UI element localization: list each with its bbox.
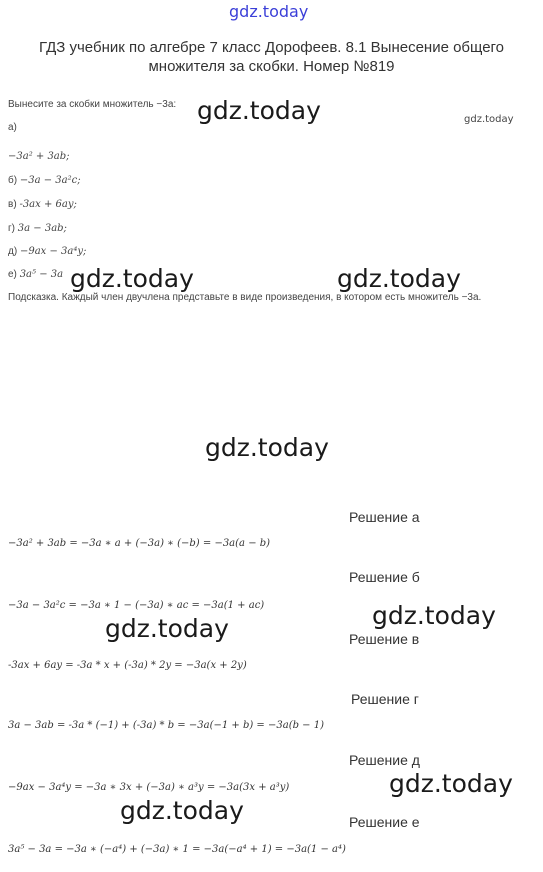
- task-d-label: д): [8, 246, 18, 257]
- task-b: [8, 175, 81, 186]
- watermark: gdz.today: [105, 614, 229, 643]
- solution-e-expr: 3a⁵ − 3a = −3a ∗ (−a⁴) + (−3a) ∗ 1 = −3a(−a⁴ + 1) = −3a(1 − a⁴): [8, 844, 346, 855]
- solution-e-label: Решение е: [349, 814, 420, 830]
- solution-v-label: Решение в: [349, 631, 420, 647]
- task-v-label: в): [8, 199, 17, 210]
- task-g-label: г): [8, 223, 15, 234]
- solution-g-expr: 3a − 3ab = -3a * (−1) + (-3a) * b = −3a(−1 + b) = −3a(b − 1): [8, 720, 324, 731]
- solution-g-label: Решение г: [351, 691, 419, 707]
- watermark: gdz.today: [337, 264, 461, 293]
- solution-d-label: Решение д: [349, 752, 420, 768]
- solution-a-label: Решение а: [349, 509, 420, 525]
- task-b-label: б): [8, 175, 18, 186]
- task-a-expr: −3a² + 3ab;: [8, 151, 70, 162]
- task-e: [8, 269, 63, 280]
- task-hint: Подсказка. Каждый член двучлена представьте в виде произведения, в котором есть множитель −3a.: [8, 292, 482, 303]
- watermark: gdz.today: [120, 796, 244, 825]
- watermark: gdz.today: [197, 96, 321, 125]
- watermark: gdz.today: [389, 769, 513, 798]
- solution-b-expr: −3a − 3a²c = −3a ∗ 1 − (−3a) ∗ ac = −3a(1 + ac): [8, 600, 265, 611]
- solution-b-label: Решение б: [349, 569, 420, 585]
- task-g: [8, 223, 67, 234]
- task-g-expr: 3a − 3ab;: [17, 223, 67, 234]
- task-v: [8, 199, 77, 210]
- solution-a-expr: −3a² + 3ab = −3a ∗ a + (−3a) ∗ (−b) = −3a(a − b): [8, 538, 271, 549]
- page-title: ГДЗ учебник по алгебре 7 класс Дорофеев. 8.1 Вынесение общего множителя за скобки. Номер №819: [38, 39, 505, 75]
- task-intro: Вынесите за скобки множитель −3a:: [8, 99, 177, 110]
- watermark: gdz.today: [205, 433, 329, 462]
- site-logo[interactable]: gdz.today: [229, 2, 309, 21]
- task-d: [8, 246, 86, 257]
- watermark: gdz.today: [372, 601, 496, 630]
- task-e-expr: 3a⁵ − 3a: [19, 269, 64, 280]
- solution-d-expr: −9ax − 3a⁴y = −3a ∗ 3x + (−3a) ∗ a³y = −3a(3x + a³y): [8, 782, 290, 793]
- solution-v-expr: -3ax + 6ay = -3a * x + (-3a) * 2y = −3a(x + 2y): [8, 660, 247, 671]
- watermark: gdz.today: [70, 264, 194, 293]
- task-a-label: а): [8, 122, 17, 133]
- task-v-expr: -3ax + 6ay;: [19, 199, 77, 210]
- task-d-expr: −9ax − 3a⁴y;: [19, 246, 87, 257]
- task-b-expr: −3a − 3a²c;: [19, 175, 81, 186]
- task-e-label: е): [8, 269, 17, 280]
- watermark-small: gdz.today: [464, 114, 514, 125]
